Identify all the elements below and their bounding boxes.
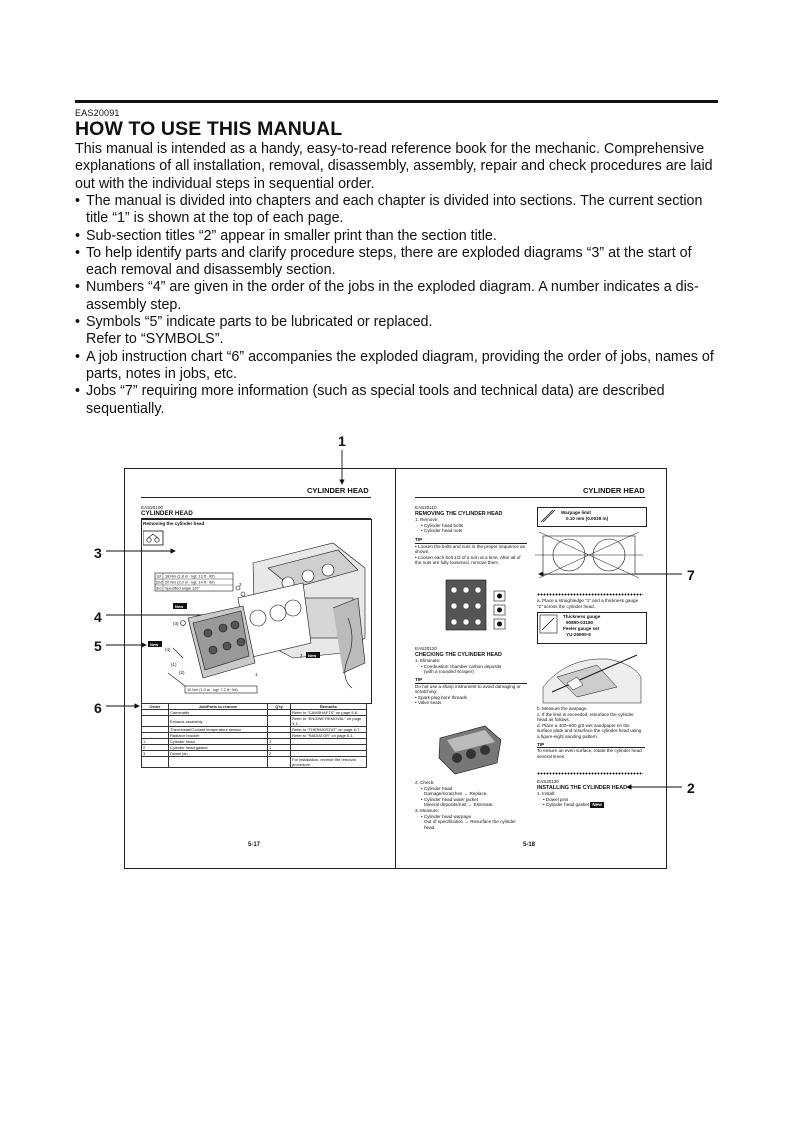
callout-6: 6 (94, 700, 102, 716)
bullet-text: Numbers “4” are given in the order of the jobs in the exploded diagram. A number indicates a dis-assembly step. (86, 279, 699, 313)
callout-5: 5 (94, 638, 102, 654)
bolt-sequence-diagram (440, 578, 500, 638)
exploded-engine-diagram (143, 528, 369, 698)
step-line: • Cylinder head bolts (421, 522, 464, 528)
torque-step-2: 2nd (156, 580, 163, 585)
step-line: 1. Install: (537, 791, 556, 797)
left-page-header: CYLINDER HEAD (307, 486, 369, 495)
torque-value-3: Specified angle 120° (165, 586, 200, 591)
left-header-rule (141, 497, 371, 498)
tip-line: • Loosen the bolts and nuts in the proper sequence as shown. (415, 543, 525, 555)
bullet-text: Sub-section titles “2” appear in smaller print than the section title. (86, 227, 497, 244)
intro-paragraph: This manual is intended as a handy, easy-to-read reference book for the mechanic. Comprehensive explanations of all installation, removal, disassembly, assembly, repair and check procedures are laid out with the individual steps in sequential order. (75, 141, 713, 192)
step-line: 3. Measure: (415, 807, 440, 813)
bullet-text: The manual is divided into chapters and each chapter is divided into sections. The current section title “1” is shown at the top of each page. (86, 193, 703, 227)
installing-section (537, 779, 645, 808)
bullet-text: To help identify parts and clarify procedure steps, there are exploded diagrams “3” at the start of each removal and disassembly section. (86, 244, 692, 279)
cell-order: 1 (142, 739, 169, 745)
col-job: Job/Parts to remove (169, 704, 268, 710)
measuring-photo (537, 647, 643, 705)
gauge-line-2: Feeler gauge set (563, 626, 600, 631)
tip-label: TIP (415, 537, 527, 544)
torque-value-2: 20 Nm (2.0 m · kgf, 14 ft · lbf) (165, 580, 215, 585)
subsection-removing: REMOVING THE CYLINDER HEAD (415, 510, 503, 517)
diagram-label-4: (4) (165, 647, 171, 652)
tip-label: TIP (415, 677, 527, 684)
torque-step-1: 1st (156, 574, 162, 579)
right-page-header: CYLINDER HEAD (583, 486, 645, 495)
diagram-number-2: 2 (300, 653, 303, 658)
diagram-label-3: (3) (173, 621, 179, 626)
bullet-subtext: Refer to “SYMBOLS”. (86, 331, 224, 348)
code-installing: EAS20130 (537, 779, 559, 784)
bullet-text: Jobs “7” requiring more information (such as special tools and technical data) are described sequentially. (86, 383, 665, 417)
cell-qty (268, 716, 291, 727)
cell-qty: 1 (268, 739, 291, 745)
subsection-checking: CHECKING THE CYLINDER HEAD (415, 651, 502, 658)
new-tag-2: New (150, 642, 159, 647)
left-section-code: EAS20100 (141, 505, 163, 510)
cell-part: Radiator bracket (169, 733, 268, 739)
cell-order: 2 (142, 745, 169, 751)
cell-part: Camshafts (169, 710, 268, 716)
left-page-number: 5-17 (248, 842, 261, 848)
top-rule (75, 100, 718, 103)
right-col-left-mid (415, 646, 527, 706)
step-line: Damage/scratches → Replace. (424, 791, 488, 797)
subsection-installing: INSTALLING THE CYLINDER HEAD (537, 784, 628, 791)
tip-line: • Loosen each bolt 1/2 of a turn at a time. After all of the nuts are fully loosened, remove them. (415, 554, 521, 566)
page-title: HOW TO USE THIS MANUAL (75, 118, 343, 140)
warpage-value: 0.10 mm (0.0039 in) (566, 516, 609, 521)
divider-dots (537, 593, 643, 596)
divider-dots-2 (537, 772, 643, 775)
step-line: 1. Eliminate: (415, 658, 441, 664)
step-line: (with a rounded scraper) (424, 669, 474, 675)
right-col-left-bottom (415, 780, 527, 830)
table-row (142, 716, 367, 727)
tip-line: Do not use a sharp instrument to avoid damaging or scratching: (415, 683, 521, 695)
step-line: • Cylinder head water jacket (421, 796, 479, 802)
callout-1: 1 (338, 433, 346, 449)
step-line: b. Measure the warpage. (537, 706, 588, 711)
new-tag-3: New (308, 653, 317, 658)
tool-icons (493, 590, 507, 634)
diagram-label-1: (1) (171, 662, 177, 667)
diagram-number-3: 3 (239, 582, 242, 587)
new-tag: New (592, 802, 602, 808)
cell-part: Cylinder head (169, 739, 268, 745)
step-line: 1. Remove: (415, 517, 439, 523)
step-line: Out of specification → Resurface the cylinder head. (424, 819, 516, 830)
cell-remarks: For installation, reverse the removal procedure. (291, 757, 367, 768)
step-line: c. If the limit is exceeded, resurface the cylinder head as follows. (537, 711, 634, 723)
col-remarks: Remarks (291, 704, 367, 710)
cell-qty: 1 (268, 745, 291, 751)
bullet-list (75, 193, 725, 418)
diagram-label-2: (2) (179, 670, 185, 675)
step-line: 2. Check: (415, 780, 435, 785)
gauge-title: Thickness gauge (563, 614, 601, 619)
warpage-diagram (535, 528, 645, 584)
list-item (75, 349, 725, 384)
callout-4: 4 (94, 609, 102, 625)
gauge-line-1: 90890-03180 (566, 620, 594, 625)
list-item (75, 228, 725, 245)
callout-7: 7 (687, 567, 695, 583)
place-note: a. Place a straightedge “1” and a thickness gauge “2” across the cylinder head. (537, 598, 639, 609)
step-line: d. Place a 400–600 grit wet sandpaper on the surface plate and resurface the cylinder head using a figure-eight sanding pattern. (537, 722, 642, 739)
right-page-number: 5-18 (523, 842, 536, 848)
tip-line: • Spark plug bore threads (415, 694, 467, 700)
diagram-subhead: Removing the cylinder head (143, 521, 205, 526)
tip-line: To ensure an even surface, rotate the cylinder head several times. (537, 748, 642, 759)
step-line: • Cylinder head nuts (421, 528, 463, 534)
right-col-right-text (537, 706, 645, 759)
list-item (75, 193, 725, 228)
left-section-title: CYLINDER HEAD (141, 510, 193, 517)
cell-part: Exhaust assembly (169, 716, 268, 727)
step-line: • Cylinder head (421, 785, 453, 791)
step-line: Mineral deposits/rust → Eliminate. (424, 802, 494, 808)
code-checking: EAS20120 (415, 646, 437, 651)
callout-2: 2 (687, 780, 695, 796)
tip-label: TIP (537, 742, 645, 749)
combustion-chamber-image (435, 718, 505, 778)
step-line: • Dowel pins (543, 796, 569, 802)
step-line: • Combustion chamber carbon deposits (421, 663, 502, 669)
list-item (75, 245, 725, 280)
cell-remarks: Refer to “RADIATOR” on page 6-1. (291, 733, 367, 739)
tip-line: • Valve seats (415, 700, 442, 706)
right-col-left-top (415, 505, 527, 566)
col-order: Order (142, 704, 169, 710)
torque-spec-lower: 10 Nm (1.0 m · kgf, 7.2 ft · lbf) (187, 688, 238, 692)
table-row (142, 757, 367, 768)
new-tag-1: New (175, 604, 184, 609)
cell-qty (268, 757, 291, 768)
diagram-number-1: 1 (255, 672, 258, 677)
bullet-text: A job instruction chart “6” accompanies the exploded diagram, providing the order of jobs, names of parts, notes in jobs, etc. (86, 348, 714, 382)
torque-value-1: 18 Nm (1.8 m · kgf, 13 ft · lbf) (165, 574, 215, 579)
col-qty: Q'ty (268, 704, 291, 710)
section-code: EAS20091 (75, 108, 120, 118)
step-line: • Cylinder head warpage (421, 813, 472, 819)
list-item (75, 383, 725, 418)
spine-line (395, 468, 396, 869)
right-header-rule (415, 497, 645, 498)
bullet-text: Symbols “5” indicate parts to be lubricated or replaced. (86, 314, 433, 331)
gauge-icon (539, 614, 559, 636)
torque-step-3: 3rd (156, 586, 162, 591)
cell-part (169, 757, 268, 768)
gauge-line-3: YU-26900-9 (566, 632, 591, 637)
cell-remarks: Refer to “CAMSHAFTS” on page 5-6. (291, 710, 367, 716)
cell-remarks: Refer to “THERMOSTAT” on page 6-7. (291, 727, 367, 733)
job-instruction-chart (141, 703, 367, 768)
cell-part: Dowel pin (169, 751, 268, 757)
cell-remarks: Refer to “ENGINE REMOVAL” on page 5-1. (291, 716, 367, 727)
warpage-title: Warpage limit (561, 510, 591, 515)
cell-order: 3 (142, 751, 169, 757)
callout-3: 3 (94, 545, 102, 561)
list-item (75, 314, 725, 349)
cell-order (142, 757, 169, 768)
cell-part: Cylinder head gasket (169, 745, 268, 751)
measure-icon (539, 508, 557, 524)
code-removing: EAS20110 (415, 505, 437, 510)
cell-part: Thermostat/Coolant temperature sensor (169, 727, 268, 733)
step-line: • Cylinder head gasket (543, 802, 590, 808)
list-item (75, 279, 725, 314)
cell-order (142, 716, 169, 727)
cell-qty: 2 (268, 751, 291, 757)
